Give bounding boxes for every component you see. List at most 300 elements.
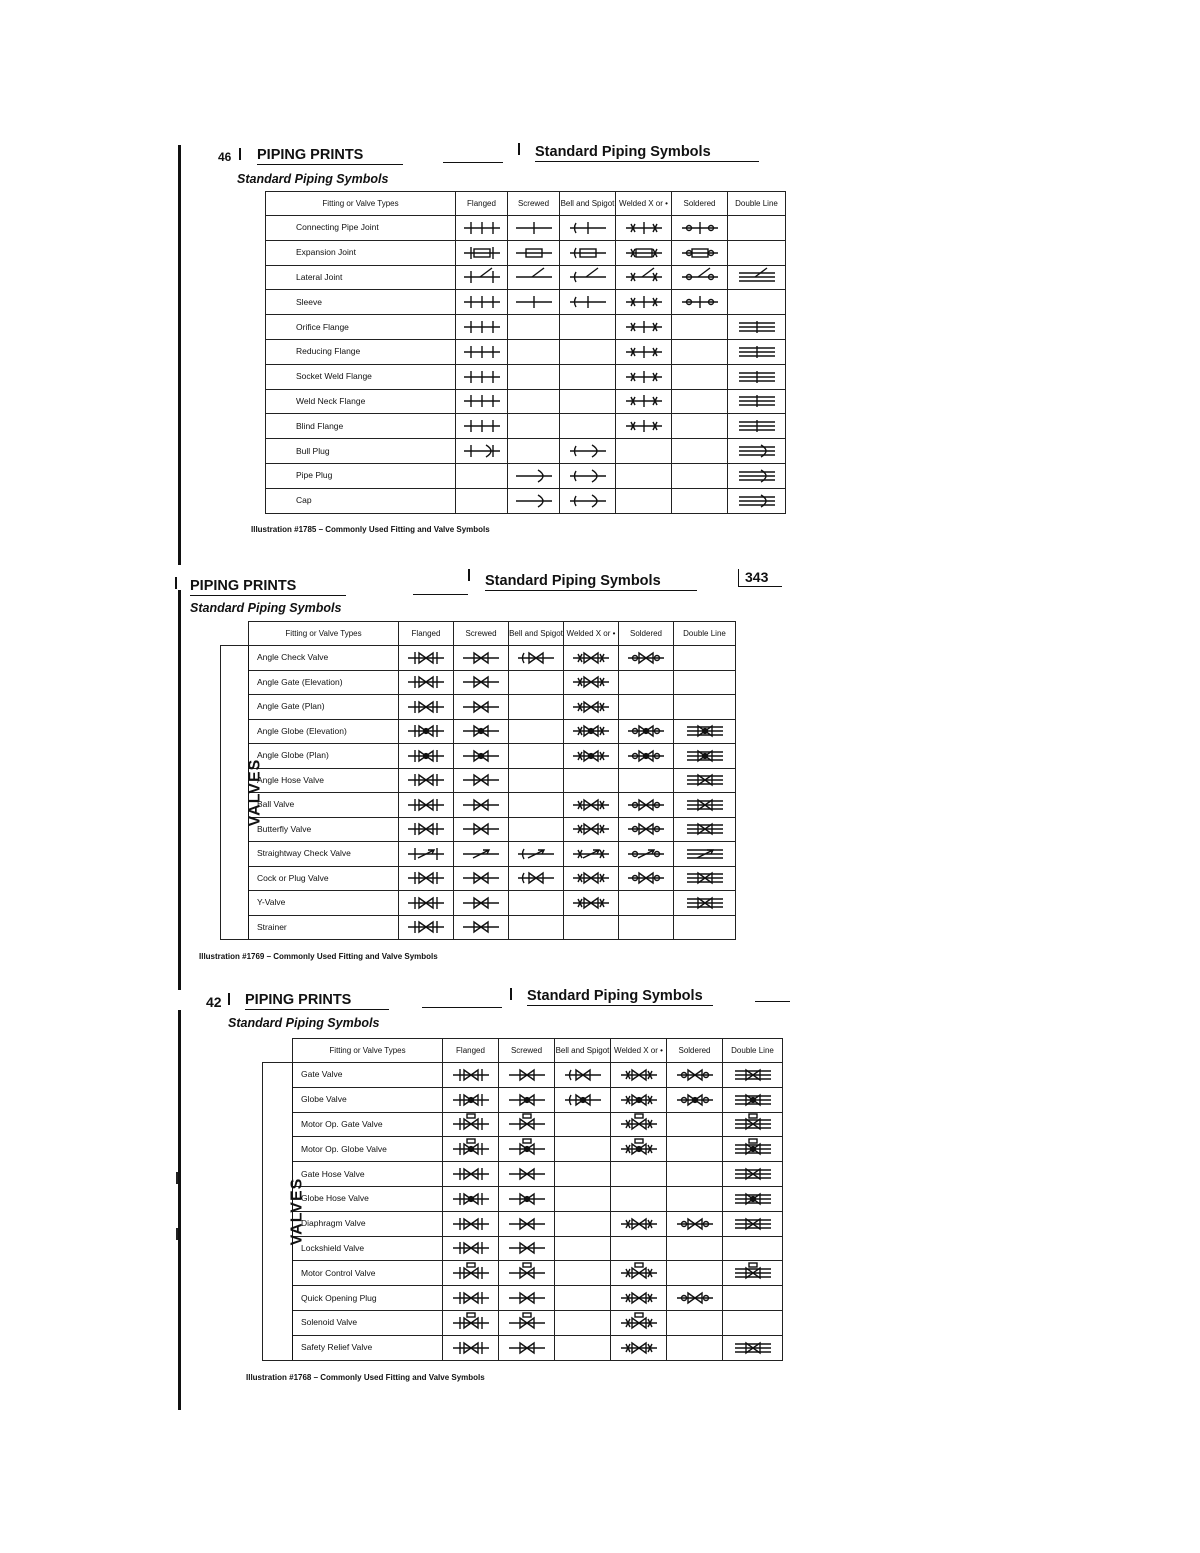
expansion-welded-icon xyxy=(624,243,664,263)
symbol-cell xyxy=(399,744,454,769)
symbol-cell xyxy=(443,1335,499,1360)
gate-double-icon xyxy=(733,1065,773,1085)
solenoid-welded-icon xyxy=(619,1313,659,1333)
symbol-cell xyxy=(499,1137,555,1162)
table-row xyxy=(266,216,786,241)
symbol-cell xyxy=(560,488,616,513)
symbol-cell xyxy=(674,719,736,744)
check-flanged-icon xyxy=(406,844,446,864)
stray-mark xyxy=(176,1172,178,1184)
quickopen-soldered-icon xyxy=(675,1288,715,1308)
lateral-soldered-icon xyxy=(680,267,720,287)
header-divider xyxy=(510,988,512,1000)
symbol-cell xyxy=(456,265,508,290)
cap-screwed-icon xyxy=(514,491,554,511)
quickopen-welded-icon xyxy=(619,1288,659,1308)
symbol-cell xyxy=(456,364,508,389)
symbol-cell xyxy=(723,1310,783,1335)
table-row xyxy=(263,1310,783,1335)
cock-soldered-icon xyxy=(626,868,666,888)
symbol-cell xyxy=(499,1335,555,1360)
panel-header xyxy=(215,140,800,170)
quickopen-screwed-icon xyxy=(507,1288,547,1308)
symbol-cell xyxy=(611,1335,667,1360)
table-row xyxy=(263,1063,783,1088)
diaphragm-welded-icon xyxy=(619,1214,659,1234)
header-spacer xyxy=(263,1039,293,1063)
angleglobe-elev-flanged-icon xyxy=(406,721,446,741)
symbol-cell xyxy=(674,842,736,867)
pipeplug-bell-icon xyxy=(568,466,608,486)
symbol-cell xyxy=(672,463,728,488)
angleglobe-plan-soldered-icon xyxy=(626,746,666,766)
symbols-table xyxy=(262,1038,783,1361)
row-label: Angle Gate (Elevation) xyxy=(249,670,399,695)
symbol-cell xyxy=(456,339,508,364)
symbol-cell xyxy=(611,1112,667,1137)
symbol-cell xyxy=(672,389,728,414)
symbol-cell xyxy=(674,793,736,818)
cock-double-icon xyxy=(685,868,725,888)
gatehose-flanged-icon xyxy=(451,1164,491,1184)
anglegate-plan-flanged-icon xyxy=(406,697,446,717)
orifice-welded-icon xyxy=(624,317,664,337)
motorcontrol-welded-icon xyxy=(619,1263,659,1283)
lateral-bell-icon xyxy=(568,267,608,287)
table-subtitle: Standard Piping Symbols xyxy=(190,601,342,615)
symbol-cell xyxy=(499,1063,555,1088)
row-label: Globe Valve xyxy=(293,1087,443,1112)
butterfly-double-icon xyxy=(685,819,725,839)
table-row xyxy=(221,744,736,769)
symbol-cell xyxy=(667,1310,723,1335)
header-section-title: Standard Piping Symbols xyxy=(485,573,697,591)
symbol-cell xyxy=(619,670,674,695)
safety-flanged-icon xyxy=(451,1338,491,1358)
gate-flanged-icon xyxy=(451,1065,491,1085)
page-edge-line-top xyxy=(178,145,181,565)
anglegate-elev-screwed-icon xyxy=(461,672,501,692)
weldneck-double-icon xyxy=(737,391,777,411)
angleglobe-elev-screwed-icon xyxy=(461,721,501,741)
header-title: PIPING PRINTS xyxy=(257,147,403,165)
reducing-double-icon xyxy=(737,342,777,362)
check-soldered-icon xyxy=(626,844,666,864)
symbol-cell xyxy=(399,842,454,867)
motorcontrol-flanged-icon xyxy=(451,1263,491,1283)
table-row xyxy=(221,719,736,744)
symbol-cell xyxy=(611,1162,667,1187)
motorglobe-flanged-icon xyxy=(451,1139,491,1159)
symbol-cell xyxy=(619,866,674,891)
symbol-cell xyxy=(499,1162,555,1187)
symbol-cell xyxy=(564,866,619,891)
row-label: Blind Flange xyxy=(266,414,456,439)
table-row xyxy=(221,842,736,867)
header-section-title: Standard Piping Symbols xyxy=(527,988,713,1006)
table-row xyxy=(221,817,736,842)
row-label: Angle Globe (Elevation) xyxy=(249,719,399,744)
symbol-cell xyxy=(619,719,674,744)
symbol-cell xyxy=(443,1211,499,1236)
symbol-cell xyxy=(728,488,786,513)
symbol-cell xyxy=(667,1236,723,1261)
symbol-cell xyxy=(560,265,616,290)
symbol-cell xyxy=(555,1137,611,1162)
row-label: Lockshield Valve xyxy=(293,1236,443,1261)
expansion-flanged-icon xyxy=(462,243,502,263)
symbol-cell xyxy=(723,1211,783,1236)
symbol-cell xyxy=(456,439,508,464)
row-label: Orifice Flange xyxy=(266,315,456,340)
symbol-cell xyxy=(443,1310,499,1335)
reducing-welded-icon xyxy=(624,342,664,362)
symbol-cell xyxy=(454,866,509,891)
table-row xyxy=(266,463,786,488)
symbol-cell xyxy=(616,315,672,340)
orifice-flanged-icon xyxy=(462,317,502,337)
motorgate-screwed-icon xyxy=(507,1114,547,1134)
table-row xyxy=(221,695,736,720)
symbol-cell xyxy=(508,463,560,488)
symbol-cell xyxy=(619,768,674,793)
symbol-cell xyxy=(560,240,616,265)
sleeve-soldered-icon xyxy=(680,292,720,312)
lockshield-flanged-icon xyxy=(451,1238,491,1258)
symbol-cell xyxy=(555,1162,611,1187)
check-double-icon xyxy=(685,844,725,864)
symbol-cell xyxy=(616,290,672,315)
reducing-flanged-icon xyxy=(462,342,502,362)
symbol-cell xyxy=(456,414,508,439)
symbol-cell xyxy=(723,1063,783,1088)
header-divider xyxy=(518,143,520,155)
check-screwed-icon xyxy=(461,844,501,864)
symbol-cell xyxy=(619,744,674,769)
panel-fittings xyxy=(215,140,800,540)
symbol-cell xyxy=(454,744,509,769)
figure-caption: Illustration #1769 – Commonly Used Fitting and Valve Symbols xyxy=(199,952,438,961)
symbol-cell xyxy=(399,891,454,916)
symbol-cell xyxy=(555,1335,611,1360)
row-label: Gate Valve xyxy=(293,1063,443,1088)
weldneck-welded-icon xyxy=(624,391,664,411)
symbol-cell xyxy=(454,670,509,695)
socketweld-welded-icon xyxy=(624,367,664,387)
symbol-cell xyxy=(509,719,564,744)
symbol-cell xyxy=(509,670,564,695)
symbol-cell xyxy=(508,265,560,290)
angleglobe-plan-flanged-icon xyxy=(406,746,446,766)
figure-caption: Illustration #1785 – Commonly Used Fitting and Valve Symbols xyxy=(251,525,490,534)
row-label: Connecting Pipe Joint xyxy=(266,216,456,241)
row-label: Weld Neck Flange xyxy=(266,389,456,414)
lateral-welded-icon xyxy=(624,267,664,287)
lateral-flanged-icon xyxy=(462,267,502,287)
row-label: Cock or Plug Valve xyxy=(249,866,399,891)
row-label: Cap xyxy=(266,488,456,513)
symbol-cell xyxy=(454,768,509,793)
column-header: Fitting or Valve Types xyxy=(293,1039,443,1063)
symbol-cell xyxy=(672,240,728,265)
row-label: Safety Relief Valve xyxy=(293,1335,443,1360)
symbol-cell xyxy=(667,1162,723,1187)
symbol-cell xyxy=(456,216,508,241)
symbol-cell xyxy=(564,793,619,818)
anglecheck-bell-icon xyxy=(516,648,556,668)
symbol-cell xyxy=(399,670,454,695)
cock-flanged-icon xyxy=(406,868,446,888)
sleeve-welded-icon xyxy=(624,292,664,312)
symbol-cell xyxy=(509,744,564,769)
table-subtitle: Standard Piping Symbols xyxy=(228,1016,380,1030)
symbol-cell xyxy=(454,793,509,818)
motorcontrol-double-icon xyxy=(733,1263,773,1283)
header-title: PIPING PRINTS xyxy=(245,992,389,1010)
column-header: Double Line xyxy=(723,1039,783,1063)
side-label: VALVES xyxy=(246,758,264,827)
yvalve-double-icon xyxy=(685,893,725,913)
symbol-cell xyxy=(667,1286,723,1311)
symbols-table xyxy=(265,191,786,514)
symbol-cell xyxy=(723,1112,783,1137)
header-rule xyxy=(422,1007,502,1008)
symbol-cell xyxy=(454,695,509,720)
diaphragm-soldered-icon xyxy=(675,1214,715,1234)
symbol-cell xyxy=(674,695,736,720)
row-label: Socket Weld Flange xyxy=(266,364,456,389)
yvalve-welded-icon xyxy=(571,893,611,913)
motorglobe-welded-icon xyxy=(619,1139,659,1159)
row-label: Angle Globe (Plan) xyxy=(249,744,399,769)
row-label: Angle Gate (Plan) xyxy=(249,695,399,720)
column-header: Soldered xyxy=(619,622,674,646)
row-label: Y-Valve xyxy=(249,891,399,916)
symbol-cell xyxy=(555,1261,611,1286)
row-label: Expansion Joint xyxy=(266,240,456,265)
ball-welded-icon xyxy=(571,795,611,815)
symbol-cell xyxy=(667,1063,723,1088)
symbol-cell xyxy=(560,290,616,315)
symbol-cell xyxy=(508,364,560,389)
ball-soldered-icon xyxy=(626,795,666,815)
symbol-cell xyxy=(399,793,454,818)
symbol-cell xyxy=(560,439,616,464)
column-header: Screwed xyxy=(508,192,560,216)
anglegate-elev-welded-icon xyxy=(571,672,611,692)
symbol-cell xyxy=(560,315,616,340)
butterfly-welded-icon xyxy=(571,819,611,839)
symbol-cell xyxy=(619,695,674,720)
table-row xyxy=(263,1087,783,1112)
strainer-flanged-icon xyxy=(406,917,446,937)
check-bell-icon xyxy=(516,844,556,864)
symbol-cell xyxy=(728,240,786,265)
symbol-cell xyxy=(499,1310,555,1335)
symbol-cell xyxy=(728,216,786,241)
symbol-cell xyxy=(611,1211,667,1236)
symbol-cell xyxy=(555,1087,611,1112)
symbol-cell xyxy=(508,439,560,464)
symbol-cell xyxy=(611,1261,667,1286)
column-header: Fitting or Valve Types xyxy=(249,622,399,646)
row-label: Motor Control Valve xyxy=(293,1261,443,1286)
anglecheck-flanged-icon xyxy=(406,648,446,668)
symbol-cell xyxy=(616,364,672,389)
expansion-bell-icon xyxy=(568,243,608,263)
symbol-cell xyxy=(674,891,736,916)
symbol-cell xyxy=(555,1211,611,1236)
symbol-cell xyxy=(443,1137,499,1162)
cock-bell-icon xyxy=(516,868,556,888)
symbol-cell xyxy=(616,216,672,241)
lockshield-screwed-icon xyxy=(507,1238,547,1258)
symbol-cell xyxy=(509,891,564,916)
symbol-cell xyxy=(508,339,560,364)
globe-flanged-icon xyxy=(451,1090,491,1110)
symbol-cell xyxy=(667,1335,723,1360)
symbol-cell xyxy=(616,240,672,265)
symbol-cell xyxy=(564,915,619,940)
symbol-cell xyxy=(667,1112,723,1137)
symbol-cell xyxy=(672,315,728,340)
symbol-cell xyxy=(667,1087,723,1112)
column-header: Bell and Spigot xyxy=(560,192,616,216)
gate-welded-icon xyxy=(619,1065,659,1085)
symbol-cell xyxy=(443,1112,499,1137)
row-label: Solenoid Valve xyxy=(293,1310,443,1335)
symbol-cell xyxy=(560,216,616,241)
butterfly-screwed-icon xyxy=(461,819,501,839)
panel-valves-a xyxy=(185,565,800,965)
symbol-cell xyxy=(619,646,674,671)
table-row xyxy=(263,1335,783,1360)
symbols-table xyxy=(220,621,736,940)
symbol-cell xyxy=(399,866,454,891)
symbol-cell xyxy=(564,646,619,671)
column-header: Double Line xyxy=(674,622,736,646)
symbol-cell xyxy=(728,389,786,414)
symbol-cell xyxy=(672,265,728,290)
anglehose-flanged-icon xyxy=(406,770,446,790)
anglegate-plan-welded-icon xyxy=(571,697,611,717)
symbol-cell xyxy=(611,1137,667,1162)
row-label: Gate Hose Valve xyxy=(293,1162,443,1187)
ball-double-icon xyxy=(685,795,725,815)
symbol-cell xyxy=(616,265,672,290)
symbol-cell xyxy=(443,1261,499,1286)
symbol-cell xyxy=(443,1286,499,1311)
table-row xyxy=(263,1162,783,1187)
page-number: 42 xyxy=(206,994,222,1010)
table-row xyxy=(221,915,736,940)
motorglobe-double-icon xyxy=(733,1139,773,1159)
symbol-cell xyxy=(728,439,786,464)
symbol-cell xyxy=(456,290,508,315)
blind-double-icon xyxy=(737,416,777,436)
check-welded-icon xyxy=(571,844,611,864)
table-row xyxy=(263,1211,783,1236)
symbol-cell xyxy=(616,389,672,414)
joint-welded-icon xyxy=(624,218,664,238)
symbol-cell xyxy=(611,1310,667,1335)
solenoid-screwed-icon xyxy=(507,1313,547,1333)
symbol-cell xyxy=(508,240,560,265)
table-subtitle: Standard Piping Symbols xyxy=(237,172,389,186)
symbol-cell xyxy=(723,1137,783,1162)
table-row xyxy=(263,1286,783,1311)
row-label: Bull Plug xyxy=(266,439,456,464)
symbol-cell xyxy=(728,265,786,290)
column-header: Flanged xyxy=(456,192,508,216)
gatehose-double-icon xyxy=(733,1164,773,1184)
symbol-cell xyxy=(564,670,619,695)
symbol-cell xyxy=(667,1186,723,1211)
symbol-cell xyxy=(560,414,616,439)
anglehose-screwed-icon xyxy=(461,770,501,790)
diaphragm-double-icon xyxy=(733,1214,773,1234)
angleglobe-plan-double-icon xyxy=(685,746,725,766)
symbol-cell xyxy=(723,1335,783,1360)
symbol-cell xyxy=(399,646,454,671)
expansion-screwed-icon xyxy=(514,243,554,263)
panel-valves-b xyxy=(200,985,800,1390)
globe-bell-icon xyxy=(563,1090,603,1110)
row-label: Straightway Check Valve xyxy=(249,842,399,867)
symbol-cell xyxy=(399,719,454,744)
safety-screwed-icon xyxy=(507,1338,547,1358)
angleglobe-plan-welded-icon xyxy=(571,746,611,766)
gate-soldered-icon xyxy=(675,1065,715,1085)
symbol-cell xyxy=(560,463,616,488)
symbol-cell xyxy=(564,817,619,842)
blind-flanged-icon xyxy=(462,416,502,436)
header-rule xyxy=(443,162,503,163)
symbol-cell xyxy=(499,1087,555,1112)
butterfly-flanged-icon xyxy=(406,819,446,839)
symbol-cell xyxy=(728,290,786,315)
symbol-cell xyxy=(456,389,508,414)
symbol-cell xyxy=(616,339,672,364)
column-header: Flanged xyxy=(443,1039,499,1063)
gatehose-screwed-icon xyxy=(507,1164,547,1184)
symbol-cell xyxy=(723,1087,783,1112)
bullplug-bell-icon xyxy=(568,441,608,461)
symbol-cell xyxy=(454,817,509,842)
symbol-cell xyxy=(443,1236,499,1261)
symbol-cell xyxy=(399,695,454,720)
bullplug-flanged-icon xyxy=(462,441,502,461)
cap-bell-icon xyxy=(568,491,608,511)
symbol-cell xyxy=(611,1087,667,1112)
symbol-cell xyxy=(674,915,736,940)
column-header: Screwed xyxy=(499,1039,555,1063)
symbol-cell xyxy=(723,1236,783,1261)
symbol-cell xyxy=(723,1186,783,1211)
anglecheck-welded-icon xyxy=(571,648,611,668)
symbol-cell xyxy=(560,389,616,414)
row-label: Angle Hose Valve xyxy=(249,768,399,793)
header-divider xyxy=(175,577,177,589)
symbol-cell xyxy=(454,646,509,671)
symbol-cell xyxy=(619,915,674,940)
column-header: Soldered xyxy=(667,1039,723,1063)
side-label: VALVES xyxy=(288,1177,306,1246)
symbol-cell xyxy=(499,1261,555,1286)
pipeplug-double-icon xyxy=(737,466,777,486)
symbol-cell xyxy=(560,339,616,364)
table-row xyxy=(221,891,736,916)
